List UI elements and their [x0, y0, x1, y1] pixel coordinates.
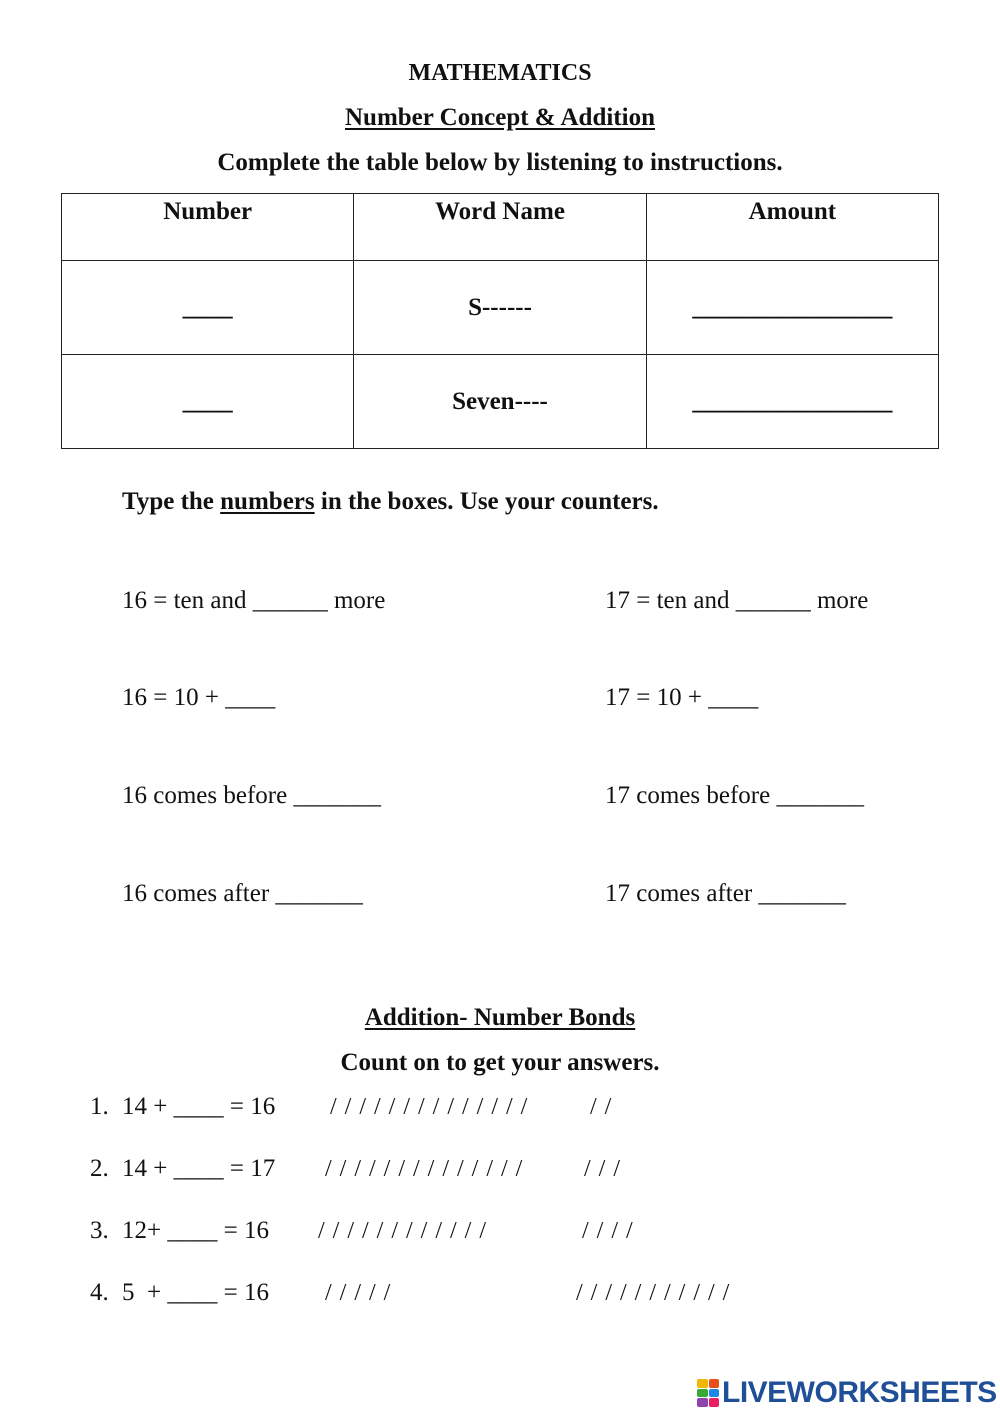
instruction-underlined-word: numbers [220, 488, 315, 515]
table-instruction: Complete the table below by listening to instructions. [217, 149, 783, 176]
word-name-cell: S------ [354, 261, 646, 355]
tally-marks-first: / / / / / / / / / / / / [318, 1218, 488, 1244]
table-header-row [62, 194, 939, 261]
table-row [62, 355, 939, 449]
blank-line: ________________ [692, 387, 893, 415]
fill-blank-left-2[interactable]: 16 = 10 + ____ [122, 684, 276, 711]
liveworksheets-brand-text: LIVEWORKSHEETS [722, 1376, 997, 1409]
liveworksheets-logo-icon [697, 1379, 719, 1407]
fill-blank-left-3[interactable]: 16 comes before _______ [122, 782, 381, 809]
liveworksheets-logo[interactable] [697, 1375, 997, 1411]
number-answer-field[interactable] [62, 261, 354, 355]
amount-answer-field[interactable] [646, 355, 938, 449]
blank-line: ____ [182, 293, 233, 321]
table-row [62, 261, 939, 355]
tally-marks-first: / / / / / / / / / / / / / / [330, 1094, 529, 1120]
instruction-text: in the boxes. Use your counters. [314, 488, 659, 515]
problem-number: 4. [90, 1279, 109, 1306]
tally-marks-second: / / / / / / / / / / / [576, 1280, 731, 1306]
problem-number: 1. [90, 1093, 109, 1120]
blank-line: ____ [182, 387, 233, 415]
column-header-amount: Amount [646, 194, 938, 261]
fill-blank-right-4[interactable]: 17 comes after _______ [605, 880, 846, 907]
tally-marks-second: / / / / [582, 1218, 634, 1244]
problem-number: 2. [90, 1155, 109, 1182]
tally-marks-second: / / [590, 1094, 613, 1120]
tally-marks-first: / / / / / [325, 1280, 392, 1306]
addition-problem[interactable]: 14 + ____ = 17 [122, 1155, 276, 1182]
count-on-instruction: Count on to get your answers. [340, 1049, 660, 1076]
column-header-word-name: Word Name [354, 194, 646, 261]
fill-blank-left-1[interactable]: 16 = ten and ______ more [122, 587, 386, 614]
worksheet-subtitle: Number Concept & Addition [345, 104, 655, 131]
boxes-instruction [122, 488, 659, 516]
section-title-number-bonds: Addition- Number Bonds [364, 1004, 636, 1031]
tally-marks-first: / / / / / / / / / / / / / / [325, 1156, 524, 1182]
number-table [61, 193, 939, 449]
number-answer-field[interactable] [62, 355, 354, 449]
column-header-number: Number [62, 194, 354, 261]
worksheet-title: MATHEMATICS [408, 60, 592, 86]
word-name-cell: Seven---- [354, 355, 646, 449]
fill-blank-right-1[interactable]: 17 = ten and ______ more [605, 587, 869, 614]
fill-blank-left-4[interactable]: 16 comes after _______ [122, 880, 363, 907]
amount-answer-field[interactable] [646, 261, 938, 355]
fill-blank-right-3[interactable]: 17 comes before _______ [605, 782, 864, 809]
addition-problem[interactable]: 14 + ____ = 16 [122, 1093, 276, 1120]
problem-number: 3. [90, 1217, 109, 1244]
fill-blank-right-2[interactable]: 17 = 10 + ____ [605, 684, 759, 711]
blank-line: ________________ [692, 293, 893, 321]
instruction-text: Type the [122, 488, 221, 515]
tally-marks-second: / / / [584, 1156, 622, 1182]
addition-problem[interactable]: 5 + ____ = 16 [122, 1279, 269, 1306]
addition-problem[interactable]: 12+ ____ = 16 [122, 1217, 269, 1244]
